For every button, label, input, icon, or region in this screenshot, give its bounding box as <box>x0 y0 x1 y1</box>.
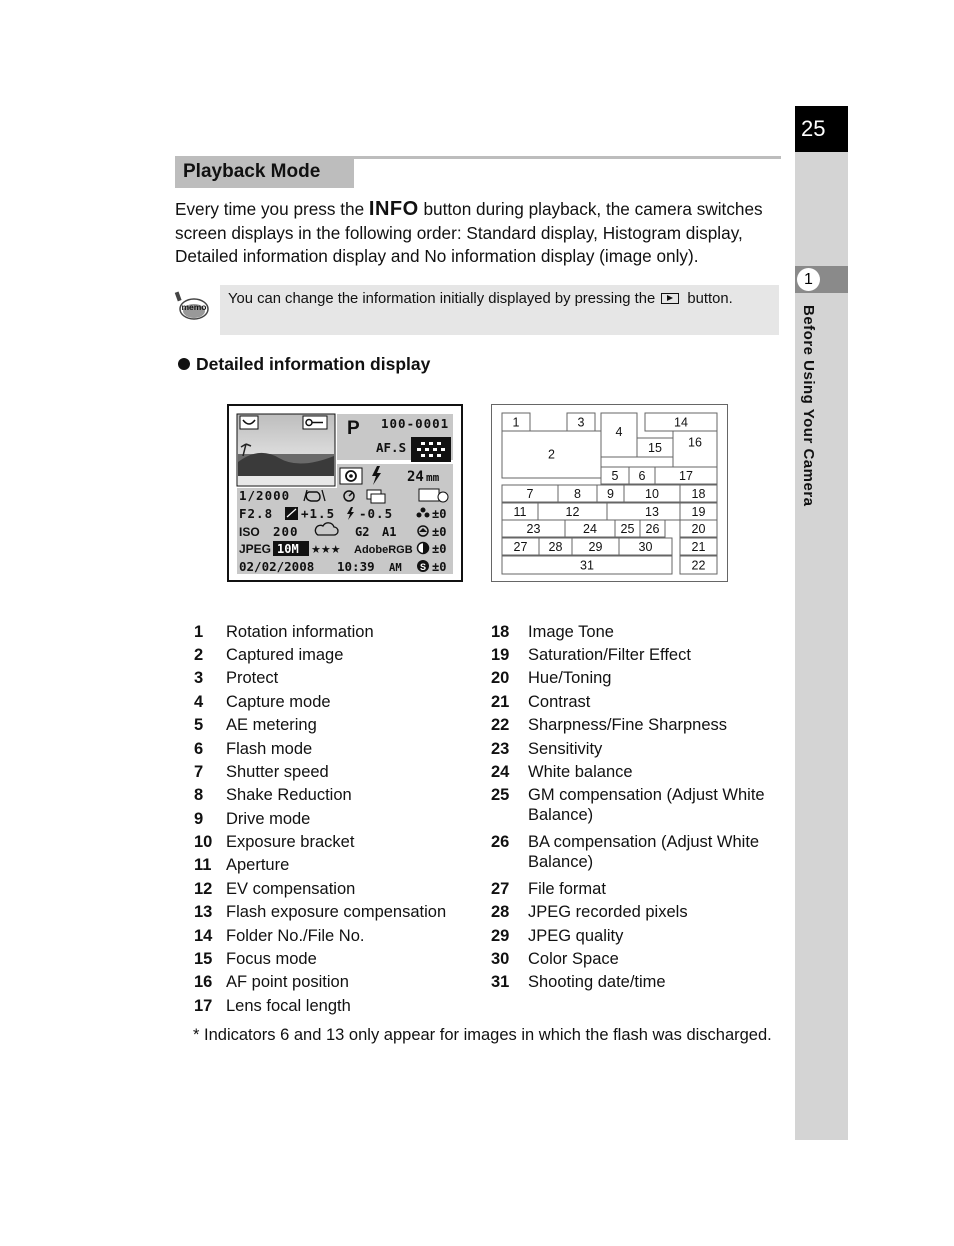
legend-number: 7 <box>194 763 204 781</box>
diagram-label-2: 2 <box>548 447 555 462</box>
legend-number: 10 <box>194 833 213 851</box>
legend-number: 4 <box>194 693 204 711</box>
legend-text: Aperture <box>226 856 290 874</box>
legend-text: Captured image <box>226 646 344 664</box>
capture-mode: P <box>347 418 360 439</box>
memo-icon <box>173 290 211 322</box>
legend-text: AF point position <box>226 973 349 991</box>
contrast-value: ±0 <box>432 542 447 556</box>
diagram-label-22: 22 <box>691 558 706 573</box>
chapter-side-bar <box>795 106 848 1140</box>
memo-icon-label: memo <box>181 302 207 312</box>
diagram-label-13: 13 <box>645 505 659 519</box>
diagram-label-20: 20 <box>691 522 706 536</box>
legend-text: EV compensation <box>226 880 356 898</box>
diagram-label-12: 12 <box>565 505 580 519</box>
rotation-icon <box>240 416 258 429</box>
color-space: AdobeRGB <box>354 544 413 556</box>
legend-number: 3 <box>194 669 204 687</box>
legend-number: 5 <box>194 716 204 734</box>
diagram-label-29: 29 <box>588 540 603 554</box>
diagram-label-28: 28 <box>548 540 563 554</box>
file-number: 100-0001 <box>381 416 450 431</box>
legend-text: File format <box>528 880 606 898</box>
legend-number: 29 <box>491 927 510 945</box>
legend-text: White balance <box>528 763 633 781</box>
diagram-label-6: 6 <box>638 469 646 483</box>
legend-text: Hue/Toning <box>528 669 612 687</box>
diagram-label-19: 19 <box>691 505 706 519</box>
legend-text: AE metering <box>226 716 317 734</box>
legend-text: Flash exposure compensation <box>226 903 447 921</box>
diagram-label-8: 8 <box>574 487 581 501</box>
chapter-title: Before Using Your Camera <box>800 305 817 507</box>
lcd-detailed-display <box>227 404 463 582</box>
legend-number: 16 <box>194 973 213 991</box>
legend-text: Shutter speed <box>226 763 329 781</box>
jpeg-pixels: 10M <box>277 542 299 556</box>
iso-value: 200 <box>273 524 299 539</box>
sharpness-icon <box>417 560 429 572</box>
legend-text: Saturation/Filter Effect <box>528 646 691 664</box>
legend-number: 18 <box>491 623 510 641</box>
legend-text: Contrast <box>528 693 591 711</box>
legend-number: 28 <box>491 903 510 921</box>
diagram-label-14: 14 <box>674 415 688 430</box>
diagram-label-17: 17 <box>679 469 693 483</box>
diagram-label-4: 4 <box>615 425 623 439</box>
legend-number: 25 <box>491 786 510 804</box>
legend-text: JPEG quality <box>528 927 624 945</box>
playback-button-icon <box>661 293 679 304</box>
legend-text: Image Tone <box>528 623 614 641</box>
footnote: * Indicators 6 and 13 only appear for images in which the flash was discharged. <box>193 1026 772 1044</box>
diagram-label-24: 24 <box>583 522 597 536</box>
legend-number: 26 <box>491 833 510 851</box>
lcd-screen-svg <box>229 406 461 580</box>
legend-text: Shake Reduction <box>226 786 352 804</box>
legend-number: 20 <box>491 669 510 687</box>
ae-metering-icon <box>340 468 362 484</box>
legend-text: Exposure bracket <box>226 833 355 851</box>
diagram-label-23: 23 <box>526 522 541 536</box>
chapter-number: 1 <box>797 268 820 291</box>
section-title: Playback Mode <box>175 159 354 188</box>
aperture: F2.8 <box>239 506 274 521</box>
legend-text: JPEG recorded pixels <box>528 903 688 921</box>
legend-text: Capture mode <box>226 693 331 711</box>
diagram-label-26: 26 <box>645 522 660 536</box>
legend-number: 21 <box>491 693 510 711</box>
diagram-label-7: 7 <box>526 487 534 501</box>
legend-number: 14 <box>194 927 213 945</box>
legend-text: Lens focal length <box>226 997 351 1015</box>
bullet-icon <box>178 358 190 370</box>
saturation-value: ±0 <box>432 507 447 521</box>
legend-text: GM compensation (Adjust White Balance) <box>528 786 765 824</box>
legend-number: 22 <box>491 716 510 734</box>
legend-text: Sensitivity <box>528 740 603 758</box>
diagram-label-18: 18 <box>691 487 706 501</box>
focus-mode: AF.S <box>376 440 407 455</box>
flash-compensation: -0.5 <box>359 506 394 521</box>
legend-number: 12 <box>194 880 213 898</box>
diagram-label-16: 16 <box>688 435 702 450</box>
legend-number: 24 <box>491 763 510 781</box>
page-number: 25 <box>795 106 848 152</box>
legend-number: 2 <box>194 646 204 664</box>
diagram-label-5: 5 <box>611 469 619 483</box>
legend-number: 11 <box>194 856 212 874</box>
diagram-label-1: 1 <box>512 415 520 430</box>
legend-text: Sharpness/Fine Sharpness <box>528 716 728 734</box>
protect-key-icon <box>303 416 327 429</box>
shutter-speed: 1/2000 <box>239 488 291 503</box>
memo-text: You can change the information initially displayed by pressing the button. <box>228 291 733 307</box>
sharpness-value: ±0 <box>432 560 447 574</box>
legend-number: 23 <box>491 740 510 758</box>
legend-text: Folder No./File No. <box>226 927 365 945</box>
ev-compensation: +1.5 <box>301 506 336 521</box>
subsection-title: Detailed information display <box>178 354 430 375</box>
diagram-label-27: 27 <box>513 540 528 554</box>
legend-number: 13 <box>194 903 213 921</box>
legend-text: Flash mode <box>226 740 313 758</box>
legend-text: BA compensation (Adjust White Balance) <box>528 833 760 871</box>
file-format: JPEG <box>239 542 272 556</box>
diagram-label-9: 9 <box>607 487 614 501</box>
shooting-date: 02/02/2008 <box>239 559 315 574</box>
legend-number: 9 <box>194 810 204 828</box>
legend-number: 27 <box>491 880 510 898</box>
legend-text: Protect <box>226 669 279 687</box>
jpeg-quality: ★★★ <box>311 543 341 556</box>
gm-compensation: G2 <box>355 525 370 539</box>
legend-number: 30 <box>491 950 510 968</box>
af-point-icon <box>411 437 451 462</box>
legend-number: 15 <box>194 950 213 968</box>
focal-unit: mm <box>426 471 440 484</box>
legend-number: 17 <box>194 997 213 1015</box>
diagram-label-30: 30 <box>638 540 653 554</box>
intro-paragraph: Every time you press the INFO button during playback, the camera switches screen displays in the following order: Standard display, Histogram display, Detailed information display and No information display (image only). <box>175 198 763 267</box>
legend-number: 6 <box>194 740 204 758</box>
diagram-label-11: 11 <box>513 505 527 519</box>
legend-text: Focus mode <box>226 950 317 968</box>
ev-compensation-icon <box>285 507 298 520</box>
iso-label: ISO <box>239 525 260 539</box>
diagram-label-10: 10 <box>645 487 659 501</box>
hue-value: ±0 <box>432 525 447 539</box>
diagram-label-25: 25 <box>620 522 635 536</box>
shooting-time: 10:39 <box>337 559 375 574</box>
numbered-layout-diagram <box>491 404 728 582</box>
legend-number: 8 <box>194 786 204 804</box>
diagram-label-31: 31 <box>580 558 594 573</box>
diagram-label-21: 21 <box>691 540 706 554</box>
focal-length: 24 <box>407 469 424 485</box>
legend-number: 1 <box>194 623 204 641</box>
legend-text: Drive mode <box>226 810 311 828</box>
legend-text: Color Space <box>528 950 619 968</box>
legend-text: Shooting date/time <box>528 973 666 991</box>
diagram-svg <box>492 405 727 581</box>
diagram-label-3: 3 <box>577 415 585 430</box>
legend-number: 31 <box>491 973 510 991</box>
am-pm: AM <box>389 562 402 574</box>
ba-compensation: A1 <box>382 525 397 539</box>
svg-text:S: S <box>419 562 427 572</box>
diagram-label-15: 15 <box>648 441 662 455</box>
contrast-icon <box>418 543 429 554</box>
info-button-label: INFO <box>368 198 419 220</box>
legend-text: Rotation information <box>226 623 374 641</box>
legend-number: 19 <box>491 646 510 664</box>
